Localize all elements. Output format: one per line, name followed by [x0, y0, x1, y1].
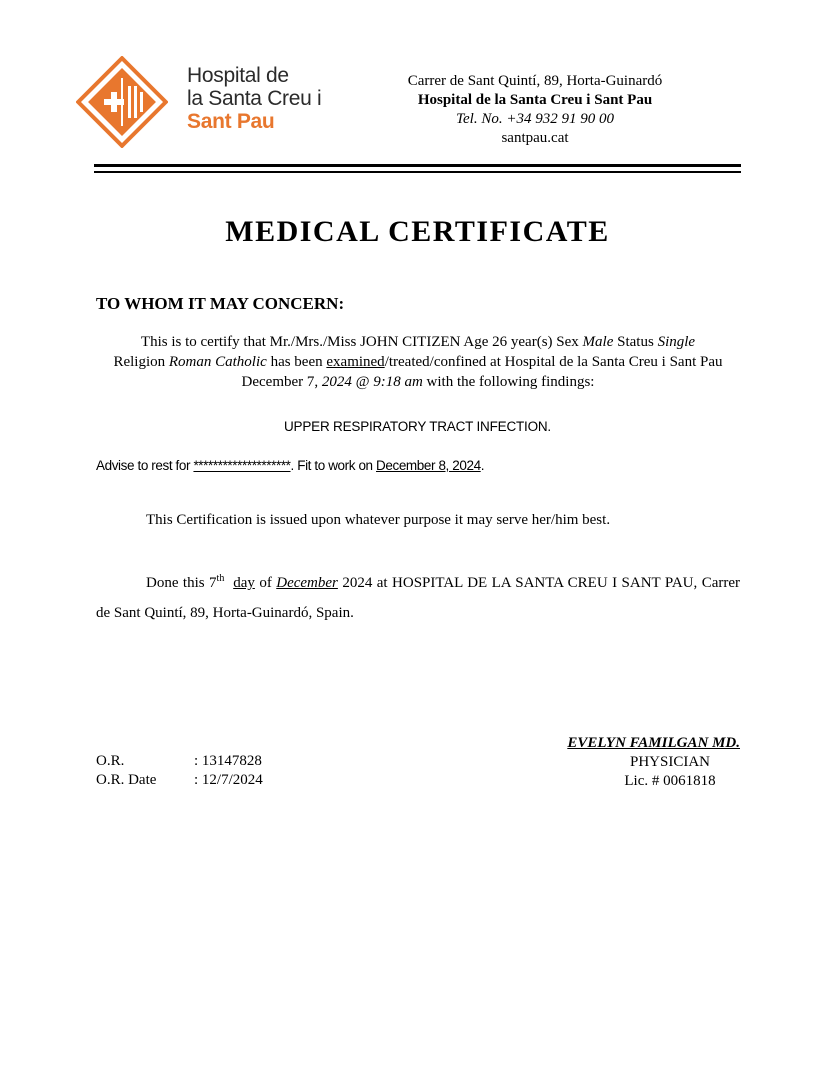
- address-hospital-name: Hospital de la Santa Creu i Sant Pau: [417, 92, 653, 108]
- hospital-address: [375, 72, 695, 148]
- address-website: santpau.cat: [501, 130, 569, 146]
- day-word: day: [233, 575, 255, 591]
- status-label: Status: [613, 334, 658, 350]
- certify-location: /treated/confined at Hospital de la Santa Creu i Sant Pau December 7,: [241, 354, 723, 390]
- done-rest: 2024 at HOSPITAL DE LA SANTA CREU I SANT PAU, Carrer de Sant Quintí, 89, Horta-Guinardó, Spain.: [96, 575, 740, 621]
- done-this-paragraph: [96, 568, 740, 628]
- or-date-label: O.R. Date: [96, 772, 157, 788]
- has-been-text: has been: [266, 354, 327, 370]
- header-divider-thick: [94, 164, 741, 167]
- official-receipt-block: [96, 752, 263, 790]
- done-prefix: Done this 7: [146, 575, 217, 591]
- or-date-row: [96, 771, 263, 790]
- hospital-logo-text: [187, 64, 321, 133]
- physician-signature-block: [520, 734, 740, 791]
- document-title: MEDICAL CERTIFICATE: [225, 215, 610, 248]
- issue-month: December: [276, 575, 338, 591]
- or-label: O.R.: [96, 753, 125, 769]
- patient-status: Single: [657, 334, 696, 350]
- or-value: : 13147828: [194, 753, 262, 769]
- or-row: [96, 752, 263, 771]
- salutation: TO WHOM IT MAY CONCERN:: [96, 294, 345, 313]
- fit-to-work-date: December 8, 2024: [376, 458, 481, 473]
- certification-purpose: This Certification is issued upon whatever purpose it may serve her/him best.: [146, 512, 611, 528]
- physician-name: EVELYN FAMILGAN MD.: [567, 735, 740, 751]
- rest-prefix: Advise to rest for: [96, 458, 194, 473]
- rest-advice: [96, 458, 484, 473]
- physician-license: Lic. # 0061818: [624, 773, 716, 789]
- or-date-value: : 12/7/2024: [194, 772, 263, 788]
- physician-title: PHYSICIAN: [629, 754, 710, 770]
- certify-tail: with the following findings:: [422, 374, 595, 390]
- certification-paragraph: [96, 332, 740, 392]
- hospital-logo-icon: [76, 56, 168, 148]
- rest-middle: . Fit to work on: [290, 458, 377, 473]
- of-word: of: [254, 575, 277, 591]
- day-suffix: th: [216, 573, 225, 584]
- patient-sex: Male: [582, 334, 614, 350]
- patient-religion: Roman Catholic: [168, 354, 267, 370]
- rest-suffix: .: [480, 458, 485, 473]
- address-street: Carrer de Sant Quintí, 89, Horta-Guinardó: [407, 73, 663, 89]
- religion-label: Religion: [113, 354, 169, 370]
- exam-datetime: 2024 @ 9:18 am: [321, 374, 423, 390]
- certify-intro: This is to certify that Mr./Mrs./Miss JOHN CITIZEN Age 26 year(s) Sex: [140, 334, 583, 350]
- rest-days: ********************: [193, 458, 291, 473]
- header-divider-thin: [94, 171, 741, 173]
- address-phone: Tel. No. +34 932 91 90 00: [456, 111, 614, 127]
- diagnosis-findings: UPPER RESPIRATORY TRACT INFECTION.: [283, 419, 551, 434]
- examined-text: examined: [326, 354, 385, 370]
- logo-line-1: Hospital de: [187, 64, 289, 87]
- logo-line-3: Sant Pau: [187, 110, 275, 133]
- logo-line-2: la Santa Creu i: [187, 87, 322, 110]
